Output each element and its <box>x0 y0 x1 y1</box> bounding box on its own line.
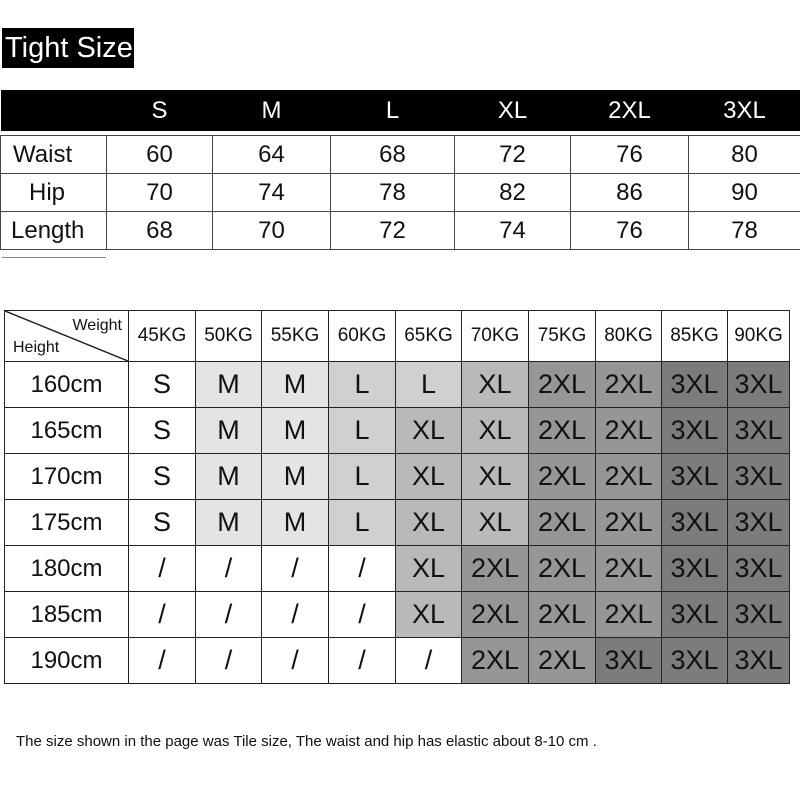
weight-header-cell: 70KG <box>462 311 529 362</box>
height-cell: 165cm <box>5 408 129 454</box>
fit-row <box>5 638 790 684</box>
fit-size-cell: / <box>129 592 196 638</box>
size-cell: 68 <box>107 212 213 250</box>
fit-size-cell: / <box>396 638 462 684</box>
fit-size-cell: L <box>396 362 462 408</box>
row-label: Waist <box>1 136 107 174</box>
fit-size-cell: 3XL <box>728 592 790 638</box>
fit-size-cell: 3XL <box>662 638 728 684</box>
size-row-length <box>1 212 800 250</box>
fit-size-cell: 2XL <box>529 592 596 638</box>
size-row-hip <box>1 174 800 212</box>
fit-size-cell: / <box>329 638 396 684</box>
weight-header-cell: 60KG <box>329 311 396 362</box>
fit-size-cell: L <box>329 362 396 408</box>
size-cell: 76 <box>571 136 689 174</box>
fit-size-cell: L <box>329 408 396 454</box>
row-label: Hip <box>1 174 107 212</box>
weight-header-cell: 45KG <box>129 311 196 362</box>
size-cell: 90 <box>689 174 800 212</box>
size-header-s: S <box>107 90 213 131</box>
size-cell: 72 <box>331 212 455 250</box>
height-cell: 175cm <box>5 500 129 546</box>
fit-size-cell: M <box>262 408 329 454</box>
height-cell: 160cm <box>5 362 129 408</box>
fit-size-cell: 2XL <box>462 546 529 592</box>
fit-size-cell: XL <box>396 408 462 454</box>
fit-size-cell: S <box>129 362 196 408</box>
fit-size-cell: L <box>329 454 396 500</box>
fit-row <box>5 362 790 408</box>
fit-size-cell: 3XL <box>728 408 790 454</box>
fit-size-cell: S <box>129 500 196 546</box>
fit-size-cell: / <box>262 592 329 638</box>
fit-size-cell: S <box>129 454 196 500</box>
height-cell: 170cm <box>5 454 129 500</box>
fit-size-cell: 3XL <box>662 362 728 408</box>
height-cell: 185cm <box>5 592 129 638</box>
weight-header-row <box>5 311 790 362</box>
fit-row <box>5 546 790 592</box>
fit-size-cell: 3XL <box>728 638 790 684</box>
fit-size-cell: XL <box>396 546 462 592</box>
corner-cell <box>5 311 129 362</box>
fit-size-cell: XL <box>462 362 529 408</box>
size-header-2xl: 2XL <box>571 90 689 131</box>
size-cell: 72 <box>455 136 571 174</box>
fit-size-cell: 3XL <box>728 362 790 408</box>
fit-size-cell: 2XL <box>529 546 596 592</box>
size-header-row <box>1 90 800 131</box>
fit-size-cell: 2XL <box>529 454 596 500</box>
fit-size-cell: 3XL <box>728 500 790 546</box>
weight-header-cell: 75KG <box>529 311 596 362</box>
fit-size-cell: 2XL <box>596 592 662 638</box>
weight-header-cell: 50KG <box>196 311 262 362</box>
fit-size-cell: / <box>129 638 196 684</box>
fit-row <box>5 408 790 454</box>
fit-size-cell: 2XL <box>596 454 662 500</box>
size-cell: 76 <box>571 212 689 250</box>
fit-size-cell: XL <box>462 408 529 454</box>
weight-header-cell: 55KG <box>262 311 329 362</box>
fit-size-cell: M <box>196 454 262 500</box>
weight-header-cell: 65KG <box>396 311 462 362</box>
size-cell: 80 <box>689 136 800 174</box>
weight-axis-label: Weight <box>72 317 122 334</box>
fit-size-cell: 3XL <box>728 454 790 500</box>
fit-size-cell: 2XL <box>529 408 596 454</box>
fit-size-cell: 3XL <box>662 500 728 546</box>
fit-size-cell: 2XL <box>596 362 662 408</box>
size-header-xl: XL <box>455 90 571 131</box>
fit-size-cell: / <box>262 638 329 684</box>
fit-size-cell: XL <box>396 454 462 500</box>
fit-size-cell: / <box>329 546 396 592</box>
size-note: The size shown in the page was Tile size, The waist and hip has elastic about 8-10 cm . <box>16 733 597 750</box>
fit-size-cell: XL <box>396 500 462 546</box>
fit-size-cell: 2XL <box>529 500 596 546</box>
size-cell: 86 <box>571 174 689 212</box>
fit-row <box>5 454 790 500</box>
fit-size-cell: M <box>262 454 329 500</box>
fit-size-cell: S <box>129 408 196 454</box>
fit-size-cell: / <box>329 592 396 638</box>
fit-size-cell: XL <box>396 592 462 638</box>
size-header-m: M <box>213 90 331 131</box>
size-cell: 64 <box>213 136 331 174</box>
fit-size-cell: 2XL <box>462 638 529 684</box>
size-header-blank <box>1 90 107 131</box>
fit-size-cell: L <box>329 500 396 546</box>
size-header-l: L <box>331 90 455 131</box>
fit-size-cell: 2XL <box>529 362 596 408</box>
fit-size-cell: 3XL <box>662 592 728 638</box>
fit-size-cell: 2XL <box>596 408 662 454</box>
size-cell: 70 <box>107 174 213 212</box>
row-label: Length <box>1 212 107 250</box>
size-cell: 68 <box>331 136 455 174</box>
fit-row <box>5 500 790 546</box>
weight-header-cell: 90KG <box>728 311 790 362</box>
fit-size-cell: XL <box>462 500 529 546</box>
weight-header-cell: 85KG <box>662 311 728 362</box>
fit-size-cell: 3XL <box>728 546 790 592</box>
fit-size-cell: 3XL <box>662 546 728 592</box>
size-row-waist <box>1 136 800 174</box>
fit-size-cell: M <box>196 362 262 408</box>
height-cell: 180cm <box>5 546 129 592</box>
fit-size-cell: / <box>196 592 262 638</box>
fit-size-cell: M <box>196 500 262 546</box>
fit-size-cell: XL <box>462 454 529 500</box>
height-axis-label: Height <box>13 339 60 356</box>
fit-size-cell: 2XL <box>596 500 662 546</box>
fit-size-cell: M <box>196 408 262 454</box>
fit-size-cell: / <box>196 638 262 684</box>
weight-height-fit-table <box>4 310 790 684</box>
size-cell: 74 <box>455 212 571 250</box>
size-cell: 70 <box>213 212 331 250</box>
fit-row <box>5 592 790 638</box>
fit-size-cell: 2XL <box>529 638 596 684</box>
size-cell: 60 <box>107 136 213 174</box>
fit-size-cell: 2XL <box>596 546 662 592</box>
fit-size-cell: / <box>196 546 262 592</box>
divider-line <box>2 257 106 258</box>
fit-size-cell: 3XL <box>662 408 728 454</box>
size-cell: 78 <box>331 174 455 212</box>
fit-size-cell: M <box>262 362 329 408</box>
size-cell: 74 <box>213 174 331 212</box>
fit-size-cell: 3XL <box>596 638 662 684</box>
fit-size-cell: / <box>262 546 329 592</box>
size-chart-table <box>0 90 800 250</box>
fit-size-cell: / <box>129 546 196 592</box>
fit-size-cell: 3XL <box>662 454 728 500</box>
fit-table-body <box>5 362 790 684</box>
size-header-3xl: 3XL <box>689 90 800 131</box>
weight-header-cell: 80KG <box>596 311 662 362</box>
page-title: Tight Size <box>2 28 134 68</box>
size-cell: 78 <box>689 212 800 250</box>
fit-size-cell: M <box>262 500 329 546</box>
height-cell: 190cm <box>5 638 129 684</box>
size-cell: 82 <box>455 174 571 212</box>
fit-size-cell: 2XL <box>462 592 529 638</box>
